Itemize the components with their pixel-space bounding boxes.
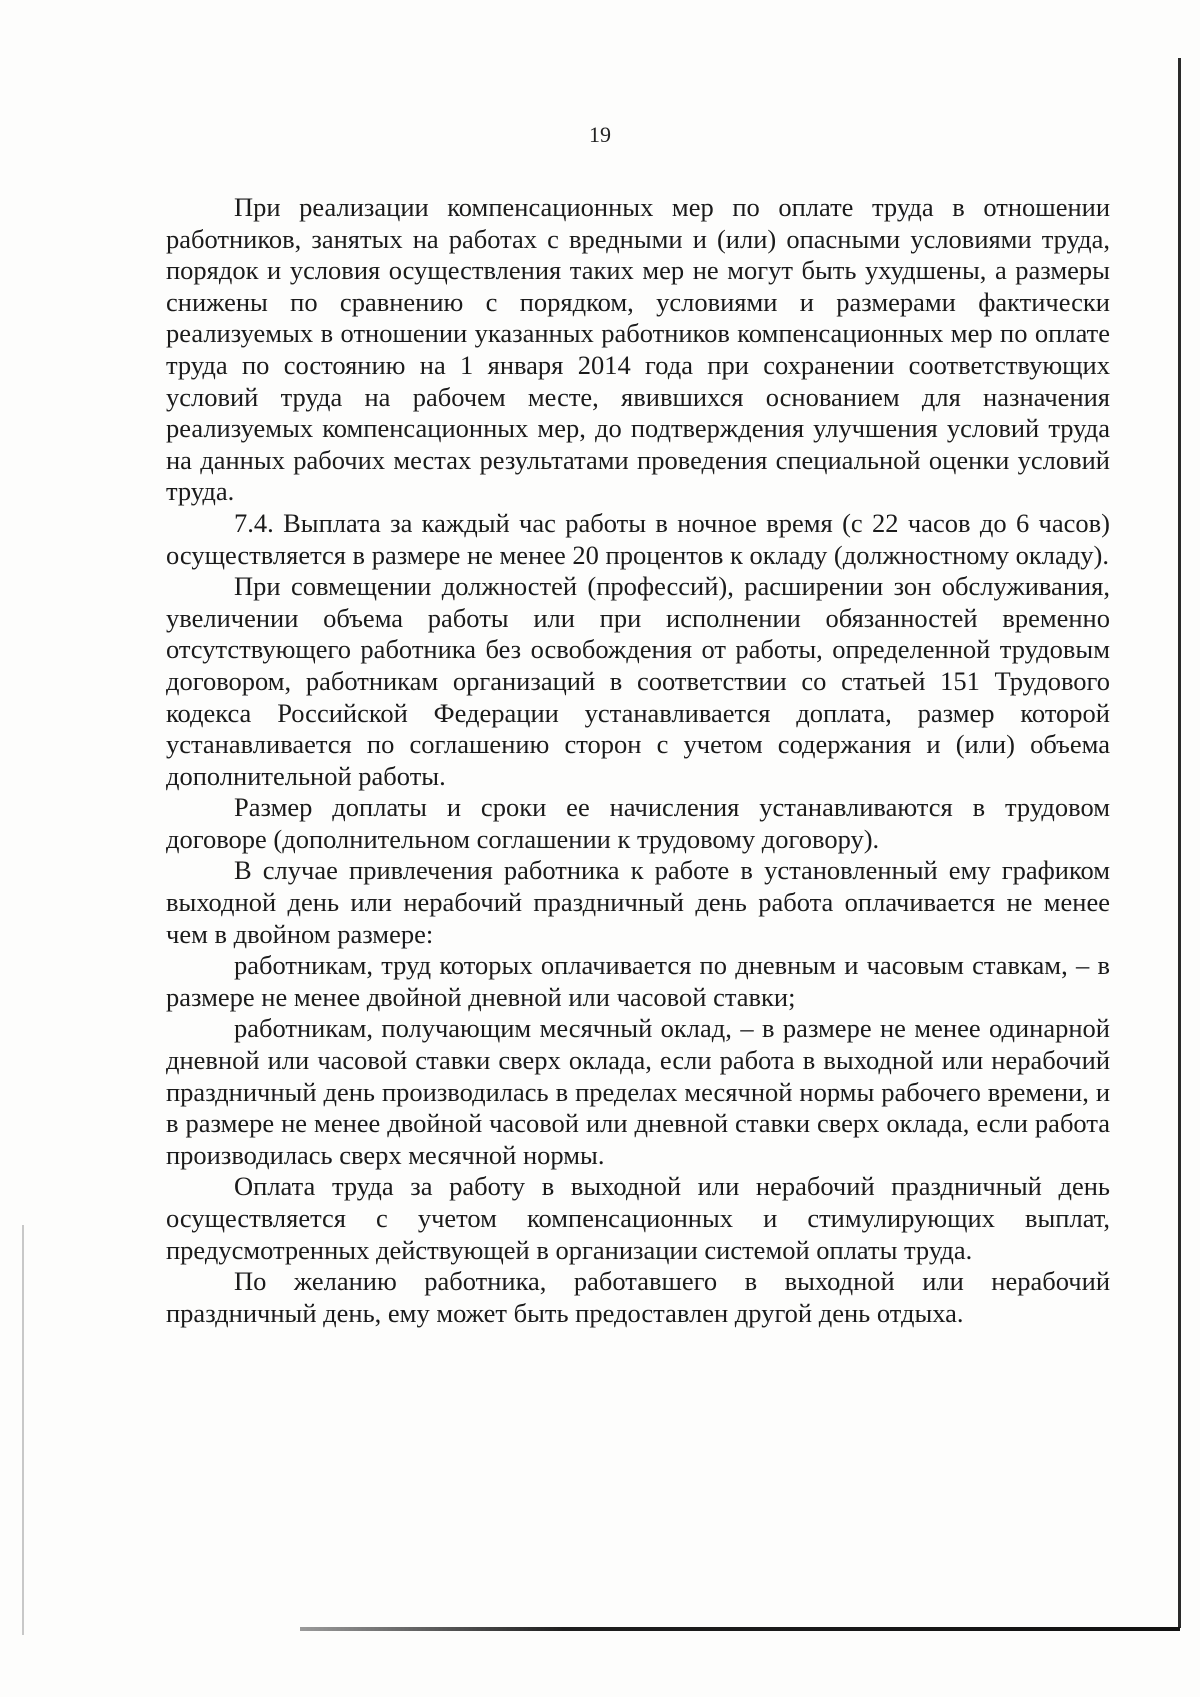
paragraph: Размер доплаты и сроки ее начисления устанавливаются в трудовом договоре (дополнительном соглашении к трудовому договору). [166, 792, 1110, 854]
document-body [166, 192, 1110, 1329]
paragraph: работникам, получающим месячный оклад, – в размере не менее одинарной дневной или часовой ставки сверх оклада, если работа в выходной или нерабочий праздничный день производилась в пределах месячной нормы рабочего времени, и в размере не менее двойной часовой или дневной ставки сверх оклада, если работа производилась сверх месячной нормы. [166, 1013, 1110, 1170]
paragraph: 7.4. Выплата за каждый час работы в ночное время (с 22 часов до 6 часов) осуществляется в размере не менее 20 процентов к окладу (должностному окладу). [166, 507, 1110, 570]
paragraph: работникам, труд которых оплачивается по дневным и часовым ставкам, – в размере не менее двойной дневной или часовой ставки; [166, 950, 1110, 1012]
page-number: 19 [589, 122, 611, 147]
scan-border-left [22, 1225, 24, 1635]
scan-border-bottom [300, 1627, 1180, 1631]
paragraph: По желанию работника, работавшего в выходной или нерабочий праздничный день, ему может быть предоставлен другой день отдыха. [166, 1266, 1110, 1328]
paragraph: При совмещении должностей (профессий), расширении зон обслуживания, увеличении объема работы или при исполнении обязанностей временно отсутствующего работника без освобождения от работы, определенной трудовым договором, работникам организаций в соответствии со статьей 151 Трудового кодекса Российской Федерации устанавливается доплата, размер которой устанавливается по соглашению сторон с учетом содержания и (или) объема дополнительной работы. [166, 571, 1110, 791]
paragraph: Оплата труда за работу в выходной или нерабочий праздничный день осуществляется с учетом компенсационных и стимулирующих выплат, предусмотренных действующей в организации системой оплаты труда. [166, 1171, 1110, 1265]
scan-border-right [1178, 58, 1181, 1628]
paragraph: При реализации компенсационных мер по оплате труда в отношении работников, занятых на работах с вредными и (или) опасными условиями труда, порядок и условия осуществления таких мер не могут быть ухудшены, а размеры снижены по сравнению с порядком, условиями и размерами фактически реализуемых в отношении указанных работников компенсационных мер по оплате труда по состоянию на 1 января 2014 года при сохранении соответствующих условий труда на рабочем месте, явившихся основанием для назначения реализуемых компенсационных мер, до подтверждения улучшения условий труда на данных рабочих местах результатами проведения специальной оценки условий труда. [166, 192, 1110, 507]
paragraph: В случае привлечения работника к работе в установленный ему графиком выходной день или нерабочий праздничный день работа оплачивается не менее чем в двойном размере: [166, 855, 1110, 949]
